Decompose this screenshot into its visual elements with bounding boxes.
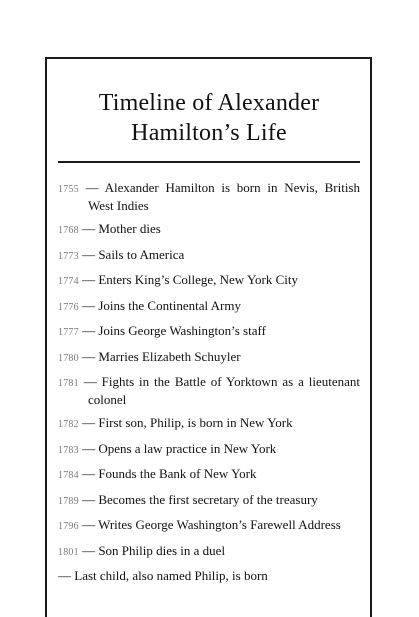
entry-text: Enters King’s College, New York City xyxy=(98,272,299,287)
entry-dash: — xyxy=(82,246,96,262)
timeline-entry xyxy=(58,543,360,561)
timeline-entry xyxy=(58,298,360,316)
title-divider xyxy=(58,161,360,163)
entry-year: 1783 xyxy=(58,444,79,456)
entry-dash: — xyxy=(83,374,97,389)
entry-year: 1755 xyxy=(58,184,79,195)
entry-dash: — xyxy=(82,323,96,338)
entry-year: 1784 xyxy=(58,470,79,481)
entry-text: Opens a law practice in New York xyxy=(98,440,277,456)
entry-year: 1781 xyxy=(58,378,79,389)
entry-text: Marries Elizabeth Schuyler xyxy=(98,348,241,364)
entry-year: 1774 xyxy=(58,276,79,287)
entry-dash: — xyxy=(82,466,96,481)
entry-year: 1776 xyxy=(58,301,79,313)
entry-text: First son, Philip, is born in New York xyxy=(98,415,293,430)
timeline-entry xyxy=(58,180,360,213)
entry-year: 1789 xyxy=(58,495,79,507)
entry-text: Alexander Hamilton is born in Nevis, British West Indies xyxy=(88,180,360,213)
entry-dash: — xyxy=(82,348,96,364)
timeline-entry xyxy=(58,415,360,433)
entry-text: Sails to America xyxy=(98,246,185,262)
entry-dash: — xyxy=(82,221,96,236)
timeline-list xyxy=(58,180,360,594)
entry-text: Writes George Washington’s Farewell Address xyxy=(98,517,341,532)
entry-text: Fights in the Battle of Yorktown as a lieutenant colonel xyxy=(88,374,361,407)
entry-dash: — xyxy=(82,272,96,287)
page-title: Timeline of Alexander Hamilton’s Life xyxy=(98,90,320,146)
timeline-entry xyxy=(58,247,360,265)
timeline-entry xyxy=(58,517,360,535)
entry-year: 1777 xyxy=(58,327,79,338)
entry-dash: — xyxy=(82,415,96,430)
entry-dash: — xyxy=(82,440,96,456)
timeline-entry xyxy=(58,349,360,367)
entry-text: Last child, also named Philip, is born xyxy=(74,568,268,583)
timeline-entry xyxy=(58,466,360,484)
entry-year: 1801 xyxy=(58,546,79,558)
entry-text: Mother dies xyxy=(98,221,161,236)
timeline-entry xyxy=(58,568,360,586)
timeline-entry xyxy=(58,323,360,341)
entry-year: 1768 xyxy=(58,225,79,236)
entry-year: 1796 xyxy=(58,521,79,532)
entry-year: 1782 xyxy=(58,419,79,430)
timeline-entry xyxy=(58,272,360,290)
entry-text: Becomes the first secretary of the treasury xyxy=(98,491,318,507)
entry-text: Joins the Continental Army xyxy=(98,297,241,313)
entry-dash: — xyxy=(82,297,96,313)
timeline-entry xyxy=(58,221,360,239)
entry-dash: — xyxy=(82,517,96,532)
entry-text: Son Philip dies in a duel xyxy=(98,542,226,558)
entry-text: Joins George Washington’s staff xyxy=(98,323,266,338)
timeline-entry xyxy=(58,374,360,407)
entry-dash: — xyxy=(82,491,96,507)
entry-dash: — xyxy=(82,542,96,558)
timeline-entry xyxy=(58,492,360,510)
entry-text: Founds the Bank of New York xyxy=(98,466,257,481)
timeline-entry xyxy=(58,441,360,459)
entry-year: 1773 xyxy=(58,250,79,262)
entry-dash: — xyxy=(58,568,71,583)
entry-year: 1780 xyxy=(58,352,79,364)
entry-dash: — xyxy=(85,180,99,195)
